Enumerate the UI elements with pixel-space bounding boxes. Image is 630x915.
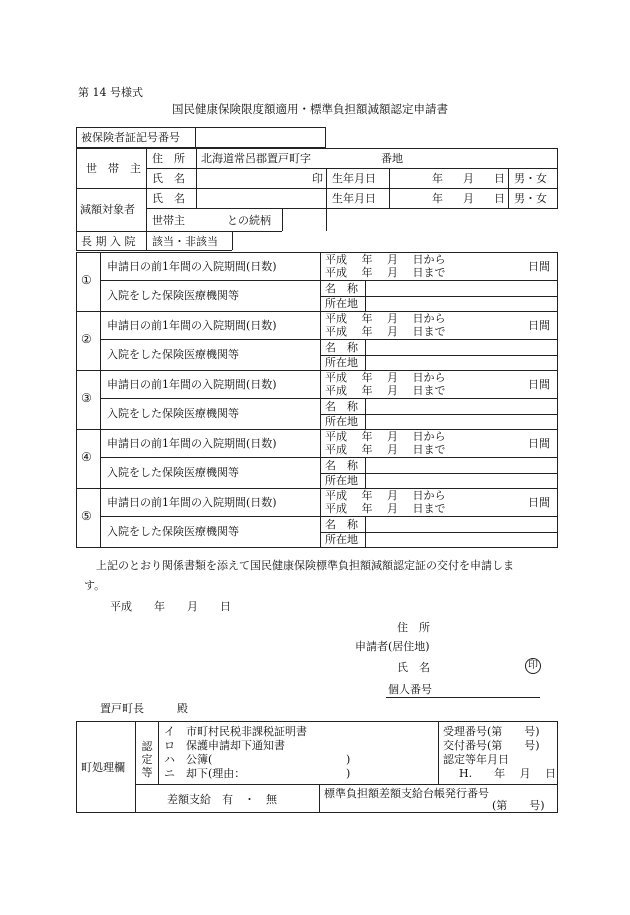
applicant-label: 申請者(居住地) [355,640,430,653]
office-item-1[interactable]: イ 市町村民税非課税証明書 [164,725,307,738]
stay-left-line [76,488,77,547]
certify-date-value[interactable]: H. 年 月 日 [459,767,557,780]
stay-mid-divider [320,488,321,547]
stay-period-label: 申請日の前1年間の入院期間(日数) [107,496,277,509]
personal-number-label: 個人番号 [388,683,432,696]
stay-period-divider [100,280,558,281]
form-number: 第 14 号様式 [78,86,143,99]
relation-prefix: 世帯主 [152,214,185,227]
certify-date-label: 認定等年月日 [443,753,509,766]
stay-no-divider [100,488,101,547]
stay-from[interactable]: 平成 年 月 日から [325,371,446,384]
target-birth-month: 月 [463,192,474,205]
paren-close-1: ) [346,753,351,766]
stay-left-line [76,370,77,429]
stay-top-line [76,488,558,489]
stay-mid-divider [320,429,321,488]
statement-line-2: す。 [84,579,106,592]
head-birth-year: 年 [432,172,443,185]
stay-no-divider [100,252,101,311]
certify-label: 認定等 [141,740,153,779]
stay-top-line [76,370,558,371]
personal-number-underline[interactable] [386,697,540,698]
stay-days[interactable]: 日間 [528,437,550,450]
target-name-label: 氏 名 [152,192,185,205]
head-birth-month: 月 [463,172,474,185]
stay-inst-label: 入院をした保険医療機関等 [107,466,239,479]
office-item-2[interactable]: ロ 保護申請却下通知書 [164,739,285,752]
reduction-target-label: 減額対象者 [80,203,135,216]
stay-period-label: 申請日の前1年間の入院期間(日数) [107,437,277,450]
stay-top-line [76,311,558,312]
stay-number: ③ [81,391,92,405]
stay-right-line [557,370,558,429]
stay-days[interactable]: 日間 [528,378,550,391]
insured-number-field[interactable] [196,128,325,147]
long-hospital-value[interactable]: 該当・非該当 [152,235,218,248]
stay-inst-divider [365,280,366,311]
head-birth-day: 日 [494,172,505,185]
stay-number: ① [81,273,92,287]
stay-right-line [557,429,558,488]
diff-payment[interactable]: 差額支給 有 ・ 無 [167,793,277,806]
stay-right-line [557,252,558,311]
stay-period-divider [100,516,558,517]
stay-to[interactable]: 平成 年 月 日まで [325,384,446,397]
stay-from[interactable]: 平成 年 月 日から [325,489,446,502]
applicant-name-label: 氏 名 [397,661,430,674]
target-gender[interactable]: 男・女 [514,192,547,205]
stay-left-line [76,252,77,311]
stay-from[interactable]: 平成 年 月 日から [325,430,446,443]
stay-number: ④ [81,450,92,464]
stay-inst-label: 入院をした保険医療機関等 [107,407,239,420]
stay-to[interactable]: 平成 年 月 日まで [325,502,446,515]
ledger-number[interactable]: (第 号) [492,799,545,812]
stay-no-divider [100,370,101,429]
stay-from[interactable]: 平成 年 月 日から [325,253,446,266]
stay-inst-location-label: 所在地 [325,474,358,487]
stay-days[interactable]: 日間 [528,319,550,332]
stay-inst-location-label: 所在地 [325,533,358,546]
stay-days[interactable]: 日間 [528,260,550,273]
stay-top-line [76,429,558,430]
office-label: 町処理欄 [81,761,125,774]
application-date[interactable]: 平成 年 月 日 [110,600,231,613]
stay-period-divider [100,398,558,399]
target-birth-year: 年 [432,192,443,205]
stay-inst-name-label: 名 称 [325,518,358,531]
household-head-label: 世 帯 主 [86,162,141,175]
form-title: 国民健康保険限度額適用・標準負担額減額認定申請書 [172,102,448,116]
stay-period-divider [100,339,558,340]
statement-line-1: 上記のとおり関係書類を添えて国民健康保険標準負担額減額認定証の交付を申請しま [96,559,514,572]
head-birth-label: 生年月日 [332,172,376,185]
stay-from[interactable]: 平成 年 月 日から [325,312,446,325]
head-name-field[interactable] [200,170,305,186]
stay-number: ② [81,332,92,346]
stay-inst-divider [365,339,366,370]
stay-right-line [557,311,558,370]
stay-inst-name-label: 名 称 [325,341,358,354]
head-address-suffix: 番地 [381,152,403,165]
paren-close-2: ) [346,767,351,780]
head-address-value[interactable]: 北海道常呂郡置戸町字 [201,152,311,165]
stay-period-label: 申請日の前1年間の入院期間(日数) [107,260,277,273]
stay-inst-label: 入院をした保険医療機関等 [107,525,239,538]
stay-period-label: 申請日の前1年間の入院期間(日数) [107,378,277,391]
stay-inst-name-label: 名 称 [325,282,358,295]
stay-top-line [76,252,558,253]
stay-inst-label: 入院をした保険医療機関等 [107,348,239,361]
stay-right-line [557,488,558,547]
stay-days[interactable]: 日間 [528,496,550,509]
stay-inst-divider [365,516,366,547]
stays-bottom-line [76,547,558,548]
target-birth-day: 日 [494,192,505,205]
long-hospital-label: 長 期 入 院 [81,235,136,248]
stay-period-label: 申請日の前1年間の入院期間(日数) [107,319,277,332]
stay-inst-location-label: 所在地 [325,356,358,369]
stay-mid-divider [320,311,321,370]
stay-left-line [76,311,77,370]
stay-no-divider [100,311,101,370]
stay-left-line [76,429,77,488]
stay-to[interactable]: 平成 年 月 日まで [325,266,446,279]
ledger-label: 標準負担額差額支給台帳発行番号 [324,787,489,800]
insured-number-label: 被保険者証記号番号 [81,131,180,144]
stay-inst-location-label: 所在地 [325,297,358,310]
stay-inst-divider [365,457,366,488]
stay-no-divider [100,429,101,488]
receipt-number[interactable]: 受理番号(第 号) [443,725,540,738]
relation-suffix: との続柄 [227,214,271,227]
applicant-address-label: 住 所 [397,621,430,634]
office-item-3[interactable]: ハ 公簿( [164,753,213,766]
target-birth-label: 生年月日 [332,192,376,205]
head-address-label: 住 所 [152,152,185,165]
stay-inst-name-label: 名 称 [325,400,358,413]
stay-to[interactable]: 平成 年 月 日まで [325,325,446,338]
issue-number[interactable]: 交付番号(第 号) [443,739,540,752]
applicant-seal: 印 [525,658,541,674]
stay-mid-divider [320,252,321,311]
stay-inst-label: 入院をした保険医療機関等 [107,289,239,302]
office-item-4[interactable]: ニ 却下(理由： [164,767,246,780]
stay-period-divider [100,457,558,458]
stay-mid-divider [320,370,321,429]
stay-number: ⑤ [81,509,92,523]
stay-inst-name-label: 名 称 [325,459,358,472]
stay-to[interactable]: 平成 年 月 日まで [325,443,446,456]
stay-inst-divider [365,398,366,429]
head-name-label: 氏 名 [152,172,185,185]
recipient: 置戸町長 殿 [100,702,188,715]
stay-inst-location-label: 所在地 [325,415,358,428]
head-seal: 印 [312,172,323,185]
head-gender[interactable]: 男・女 [514,172,547,185]
